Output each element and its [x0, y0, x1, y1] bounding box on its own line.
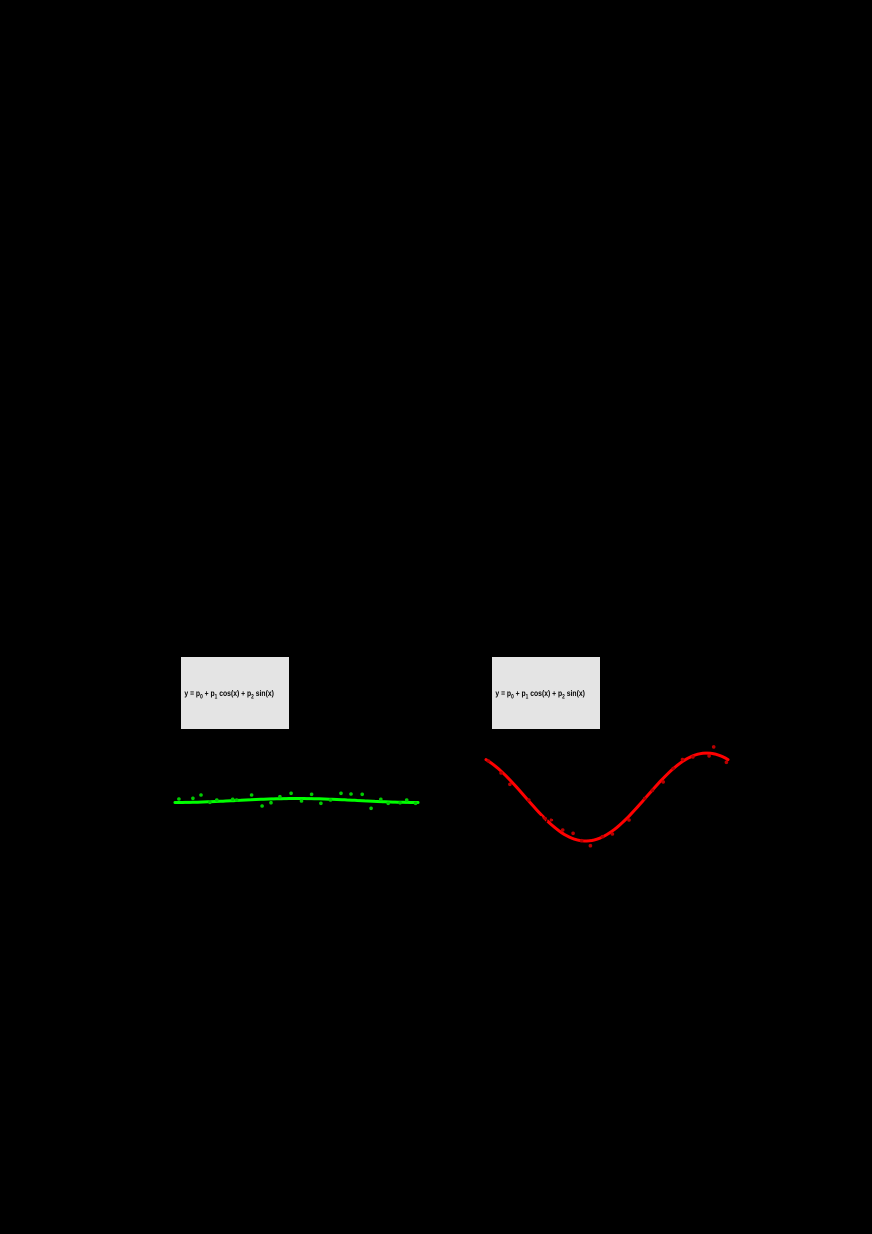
right-pad-data-point — [601, 835, 605, 839]
param-value: = 549.7 ± 25.4 — [523, 814, 573, 824]
right-pad-data-point — [671, 767, 675, 771]
formula-text: + p — [202, 688, 215, 698]
left-pad-data-point — [319, 802, 323, 806]
left-pad-data-point — [289, 792, 293, 796]
left-pad-data-point — [369, 807, 373, 811]
right-pad-data-point — [681, 758, 685, 762]
left-pad-data-point — [386, 802, 390, 806]
left-pad-data-point — [360, 793, 364, 797]
fit-formula-right — [495, 686, 585, 701]
fit-formula-left — [184, 686, 274, 701]
right-pad-data-point — [627, 818, 631, 822]
param-label: $p_1$ — [514, 772, 522, 785]
formula-sub2: 2 — [562, 694, 565, 701]
param-value: = 7715.9 ± 17.9 — [212, 730, 266, 740]
right-pad-data-point — [691, 755, 695, 759]
formula-text: cos(x) + p — [528, 688, 563, 698]
fit-param-p1-left — [203, 770, 278, 784]
right-pad-data-point — [712, 745, 716, 749]
formula-text: y = p — [184, 688, 201, 698]
right-pad-data-point — [643, 797, 647, 801]
left-pad-data-point — [310, 793, 314, 797]
param-value: = -894.2 ± 25.4 — [523, 772, 576, 782]
formula-text: sin(x) — [564, 688, 585, 698]
param-value: = 40.4 ± 25.4 — [212, 772, 260, 782]
formula-sub0: 0 — [200, 694, 203, 701]
left-pad-data-point — [177, 797, 181, 801]
param-label: $p_0$ — [203, 730, 211, 743]
fit-param-p0-left — [203, 728, 278, 742]
right-pad-data-point — [707, 754, 711, 758]
left-pad-data-point — [349, 792, 353, 796]
left-pad-data-point — [300, 799, 304, 803]
formula-text: y = p — [495, 688, 512, 698]
formula-sub0: 0 — [511, 694, 514, 701]
param-value: = 32.7 ± 17.9 — [523, 730, 571, 740]
formula-text: + p — [513, 688, 526, 698]
fit-chi2-right: χ²/f = 14.2 / 21 — [496, 856, 547, 866]
right-pad-data-point — [725, 761, 729, 765]
left-pad-data-point — [398, 801, 402, 805]
left-pad-data-point — [405, 798, 409, 802]
fit-param-p2-left — [203, 812, 278, 826]
param-label: $p_2$ — [203, 814, 211, 827]
left-pad-data-point — [414, 802, 418, 806]
right-pad-data-point — [661, 780, 665, 784]
left-pad-data-point — [329, 798, 333, 802]
formula-text: sin(x) — [253, 688, 274, 698]
formula-text: cos(x) + p — [217, 688, 252, 698]
right-pad-data-point — [651, 788, 655, 792]
left-pad-data-point — [379, 798, 383, 802]
formula-sub1: 1 — [525, 694, 529, 701]
fit-param-p0-right — [514, 728, 589, 742]
formula-sub1: 1 — [214, 694, 218, 701]
param-value: = 0.6 ± 25.4 — [212, 814, 258, 824]
param-label: $p_1$ — [203, 772, 211, 785]
right-pad-data-point — [499, 771, 503, 775]
right-pad-data-point — [487, 759, 491, 763]
param-label: $p_0$ — [514, 730, 522, 743]
formula-sub2: 2 — [251, 694, 254, 701]
fit-param-p2-right — [514, 812, 589, 826]
fit-param-p1-right — [514, 770, 589, 784]
fit-chi2-left: χ²/f = 21.3 / 21 — [185, 856, 236, 866]
right-pad-data-point — [611, 832, 615, 836]
param-label: $p_2$ — [514, 814, 522, 827]
left-pad-data-point — [339, 792, 343, 796]
